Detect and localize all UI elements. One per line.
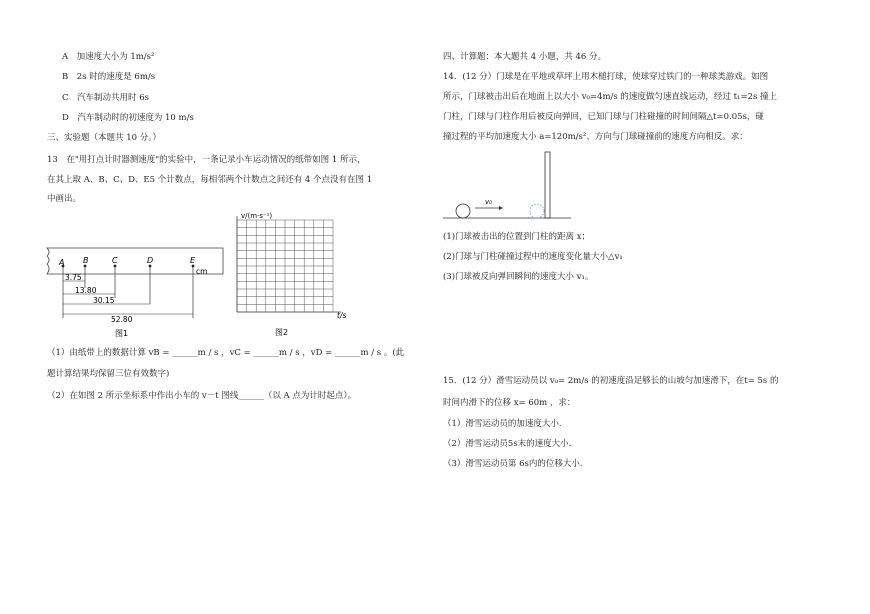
ball-icon bbox=[456, 204, 470, 218]
q14-text-line1: 14．(12 分）门球是在平地或草坪上用木槌打球，使球穿过铁门的一种球类游戏。如图 bbox=[443, 72, 769, 82]
q13-part2: （2）在如图 2 所示坐标系中作出小车的 v－t 图线______（以 A 点为计时起点）。 bbox=[47, 391, 357, 401]
tape-unit: cm bbox=[196, 267, 208, 276]
q13-text-line1: 13 在"用打点计时器测速度"的实验中，一条记录小车运动情况的纸带如图 1 所示， bbox=[47, 155, 366, 165]
grid-ylabel: v/(m·s⁻¹) bbox=[241, 212, 273, 220]
q13-text-line3: 中画出。 bbox=[47, 194, 82, 204]
tape-label-b: B bbox=[83, 256, 89, 265]
tape-point-c bbox=[114, 265, 117, 268]
q14-sub2: (2)门球与门柱碰撞过程中的速度变化量大小△v₁ bbox=[443, 252, 623, 262]
q14-text-line3: 门柱，门球与门柱作用后被反向弹回，已知门球与门柱碰撞的时间间隔△t=0.05s，碰 bbox=[443, 112, 764, 122]
tape-label-a: A bbox=[59, 258, 65, 267]
section-4-heading: 四、计算题：本大题共 4 小题，共 46 分。 bbox=[443, 52, 607, 62]
distance-ae: 52.80 bbox=[111, 315, 133, 324]
q15-sub3: （3）滑雪运动员第 6s内的位移大小. bbox=[443, 459, 583, 469]
tape-label-c: C bbox=[112, 256, 118, 265]
gate-post bbox=[545, 152, 550, 218]
section-3-heading: 三、实验题（本题共 10 分。） bbox=[47, 133, 161, 143]
option-a: A 加速度大小为 1m/s² bbox=[62, 52, 155, 62]
q13-text-line2: 在其上取 A、B、C、D、E5 个计数点，每相邻两个计数点之间还有 4 个点没有在图 1 bbox=[47, 175, 373, 185]
q15-text-line2: 时间内滑下的位移 x= 60m ，求： bbox=[443, 398, 576, 408]
tape-label-e: E bbox=[190, 256, 196, 265]
tape-point-b bbox=[84, 265, 87, 268]
figure-1-tape bbox=[45, 240, 225, 340]
option-b: B 2s 时的速度是 6m/s bbox=[62, 72, 156, 82]
q15-sub2: （2）滑雪运动员5s末的速度大小. bbox=[443, 439, 572, 449]
q15-sub1: （1）滑雪运动员的加速度大小. bbox=[443, 419, 562, 429]
ball-at-post-icon bbox=[530, 204, 544, 218]
figure-2-grid bbox=[225, 208, 355, 343]
q14-sub1: (1)门球被击出的位置到门柱的距离 x； bbox=[443, 232, 591, 242]
distance-ab: 3.75 bbox=[65, 273, 82, 282]
distance-ad: 30.15 bbox=[93, 296, 115, 305]
option-d: D 汽车制动时的初速度为 10 m/s bbox=[62, 113, 194, 123]
q14-sub3: (3)门球被反向弹回瞬间的速度大小 v₁。 bbox=[443, 272, 594, 282]
q13-part1-line2: 题计算结果均保留三位有效数字) bbox=[47, 369, 170, 379]
figure-2-caption: 图2 bbox=[275, 328, 289, 337]
q14-text-line4: 撞过程的平均加速度大小 a=120m/s²、方向与门球碰撞前的速度方向相反。求： bbox=[443, 132, 748, 142]
distance-ac: 13.80 bbox=[75, 286, 97, 295]
tape-label-d: D bbox=[147, 256, 154, 265]
q15-text-line1: 15．(12 分）滑雪运动员以 v₀= 2m/s 的初速度沿足够长的山坡匀加速滑下，在t= 5s 的 bbox=[443, 376, 779, 386]
velocity-label: v₀ bbox=[485, 198, 492, 206]
gateball-figure bbox=[443, 150, 573, 225]
figure-1-caption: 图1 bbox=[115, 329, 129, 338]
q13-part1-line1: （1）由纸带上的数据计算 vB = ______m / s ，vC = ______m / s ，vD = ______m / s 。(此 bbox=[47, 348, 405, 358]
grid-xlabel: t/s bbox=[337, 311, 347, 320]
option-c: C 汽车制动共用时 6s bbox=[62, 93, 149, 103]
q14-text-line2: 所示，门球被击出后在地面上以大小 v₀=4m/s 的速度做匀速直线运动，经过 t₁=2s 撞上 bbox=[443, 92, 778, 102]
tape-point-e bbox=[192, 265, 195, 268]
tape-point-d bbox=[149, 265, 152, 268]
right-column bbox=[435, 0, 870, 614]
